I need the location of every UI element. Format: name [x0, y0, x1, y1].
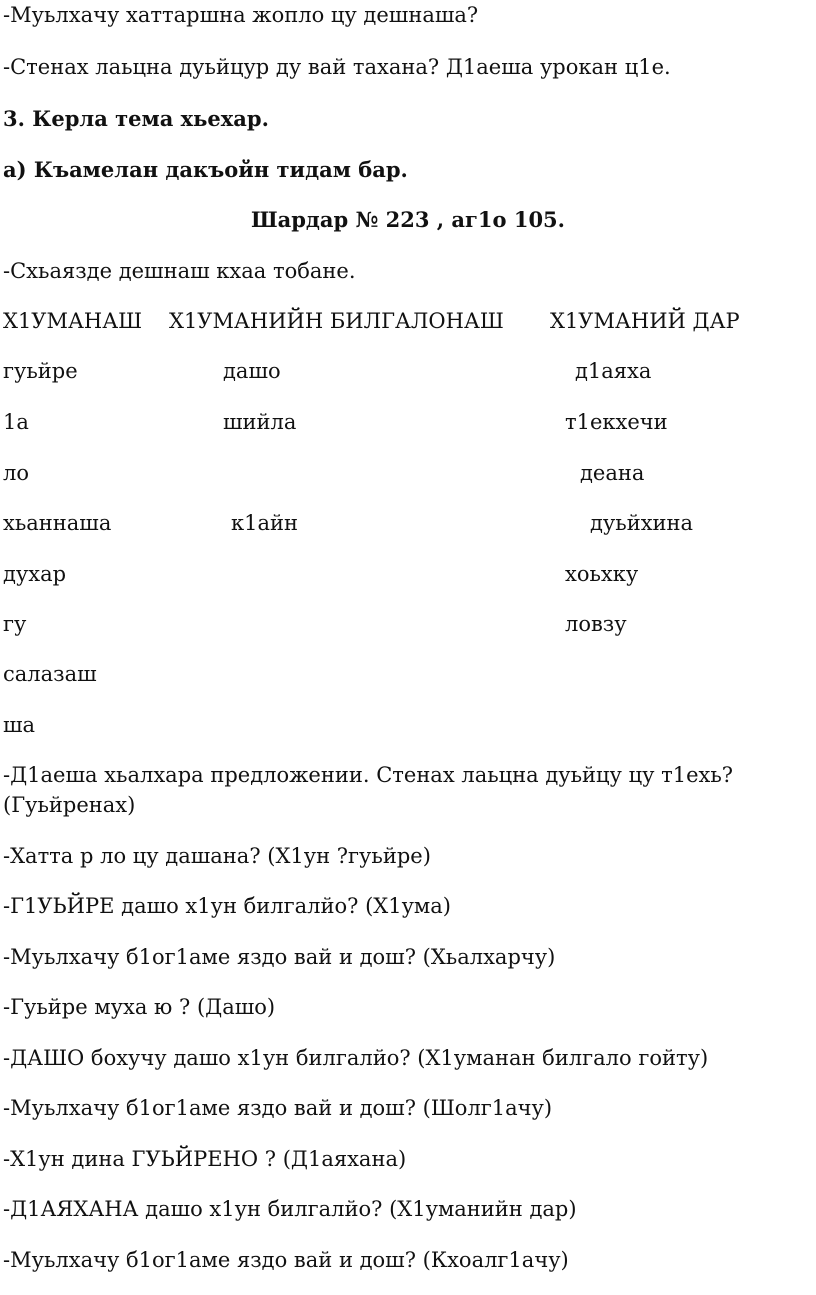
- table-cell: т1екхечи: [565, 410, 668, 434]
- exercise-title: Шардар № 223 , аг1о 105.: [251, 207, 565, 232]
- question-line: -Х1ун дина ГУЬЙРЕНО ? (Д1аяхана): [3, 1147, 407, 1171]
- subsection-title: а) Къамелан дакъойн тидам бар.: [3, 157, 408, 182]
- table-cell: духар: [3, 562, 67, 586]
- table-cell: гуьйре: [3, 359, 78, 383]
- table-cell: деана: [580, 461, 645, 485]
- instruction-line: -Схьаязде дешнаш кхаа тобане.: [3, 259, 356, 283]
- question-line: -Д1аеша хьалхара предложении. Стенах лаьцна дуьйцу цу т1ехь?: [3, 763, 734, 787]
- table-cell: хоьхку: [565, 562, 639, 586]
- table-cell: дуьйхина: [590, 511, 694, 535]
- question-line: (Гуьйренах): [3, 793, 136, 817]
- question-line: -Хатта р ло цу дашана? (Х1ун ?гуьйре): [3, 844, 431, 868]
- question-line: -Стенах лаьцна дуьйцур ду вай тахана? Д1аеша урокан ц1е.: [3, 55, 671, 79]
- table-header-attributes: Х1УМАНИЙН БИЛГАЛОНАШ: [169, 309, 504, 333]
- question-line: -Муьлхачу б1ог1аме яздо вай и дош? (Шолг1ачу): [3, 1096, 553, 1120]
- table-cell: 1а: [3, 410, 29, 434]
- table-cell: к1айн: [231, 511, 298, 535]
- question-line: -Гуьйре муха ю ? (Дашо): [3, 995, 276, 1019]
- question-line: -Д1АЯХАНА дашо х1ун билгалйо? (Х1уманийн дар): [3, 1197, 577, 1221]
- table-cell: ловзу: [565, 612, 627, 636]
- table-header-nouns: Х1УМАНАШ: [3, 309, 143, 333]
- section-title: 3. Керла тема хьехар.: [3, 106, 269, 131]
- table-cell: хьаннаша: [3, 511, 112, 535]
- table-cell: шийла: [223, 410, 297, 434]
- question-line: -Муьлхачу б1ог1аме яздо вай и дош? (Кхоалг1ачу): [3, 1248, 569, 1272]
- table-cell: салазаш: [3, 662, 97, 686]
- table-cell: гу: [3, 612, 27, 636]
- table-cell: ло: [3, 461, 29, 485]
- question-line: -ДАШО бохучу дашо х1ун билгалйо? (Х1уманан билгало гойту): [3, 1046, 709, 1070]
- question-line: -Муьлхачу б1ог1аме яздо вай и дош? (Хьалхарчу): [3, 945, 556, 969]
- table-cell: ша: [3, 713, 36, 737]
- table-header-actions: Х1УМАНИЙ ДАР: [550, 309, 740, 333]
- question-line: -Муьлхачу хаттаршна жопло цу дешнаша?: [3, 3, 479, 27]
- table-cell: дашо: [223, 359, 281, 383]
- question-line: -Г1УЬЙРЕ дашо х1ун билгалйо? (Х1ума): [3, 894, 451, 918]
- table-cell: д1аяха: [575, 359, 652, 383]
